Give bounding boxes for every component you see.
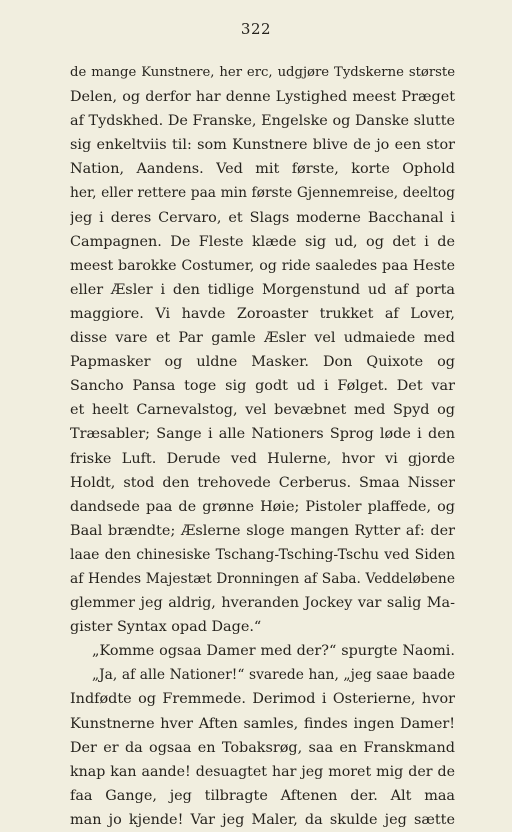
text-line: de mange Kunstnere, her erc, udgjøre Tydskerne største: [70, 65, 455, 80]
page-number: 322: [240, 20, 272, 38]
text-line: man jo kjende! Var jeg Maler, da skulde jeg sætte: [70, 811, 455, 828]
text-line: et heelt Carnevalstog, vel bevæbnet med Spyd og: [70, 402, 455, 419]
text-line: maggiore. Vi havde Zoroaster trukket af Lover,: [70, 305, 455, 322]
text-line: sig enkeltviis til: som Kunstnere blive de jo een stor: [70, 137, 455, 154]
text-line: jeg i deres Cervaro, et Slags moderne Bacchanal i: [70, 209, 455, 226]
text-line: faa Gange, jeg tilbragte Aftenen der. Alt maa: [70, 787, 455, 804]
text-line: Papmasker og uldne Masker. Don Quixote og: [70, 354, 455, 371]
body-text: [70, 61, 455, 832]
text-line: af Hendes Majestæt Dronningen af Saba. Veddeløbene: [70, 570, 455, 587]
text-line: Kunstnerne hver Aften samles, findes ingen Damer!: [70, 715, 455, 732]
text-line: friske Luft. Derude ved Hulerne, hvor vi gjorde: [70, 450, 455, 467]
text-line: Baal brændte; Æslerne sloge mangen Rytter af: der: [70, 522, 455, 539]
text-line: dandsede paa de grønne Høie; Pistoler plaffede, og: [70, 498, 455, 515]
text-line: Delen, og derfor har denne Lystighed meest Præget: [70, 89, 455, 106]
text-line: Nation, Aandens. Ved mit første, korte Ophold: [70, 161, 455, 178]
text-line: laae den chinesiske Tschang-Tsching-Tschu ved Siden: [70, 546, 455, 563]
text-line: „Ja, af alle Nationer!“ svarede han, „jeg saae baade: [92, 667, 455, 684]
text-line: Holdt, stod den trehovede Cerberus. Smaa Nisser: [70, 474, 455, 491]
text-line: „Komme ogsaa Damer med der?“ spurgte Naomi.: [92, 643, 455, 660]
text-line: glemmer jeg aldrig, hveranden Jockey var salig Ma-: [70, 595, 455, 612]
text-line: meest barokke Costumer, og ride saaledes paa Heste: [70, 257, 455, 274]
text-line: Sancho Pansa toge sig godt ud i Følget. Det var: [70, 378, 455, 395]
text-line: Der er da ogsaa en Tobaksrøg, saa en Franskmand: [70, 739, 455, 756]
text-line: Campagnen. De Fleste klæde sig ud, og det i de: [70, 233, 455, 250]
text-line: disse vare et Par gamle Æsler vel udmaiede med: [70, 330, 455, 347]
text-line: knap kan aande! desuagtet har jeg moret mig der de: [70, 763, 455, 780]
text-line: Indfødte og Fremmede. Derimod i Osterierne, hvor: [70, 691, 455, 708]
text-line: Træsabler; Sange i alle Nationers Sprog løde i den: [70, 426, 455, 443]
text-line: af Tydskhed. De Franske, Engelske og Danske slutte: [70, 113, 455, 130]
text-line: her, eller rettere paa min første Gjennemreise, deeltog: [70, 185, 455, 202]
text-line: eller Æsler i den tidlige Morgenstund ud af porta: [70, 281, 455, 298]
text-line: gister Syntax opad Dage.“: [70, 619, 262, 636]
